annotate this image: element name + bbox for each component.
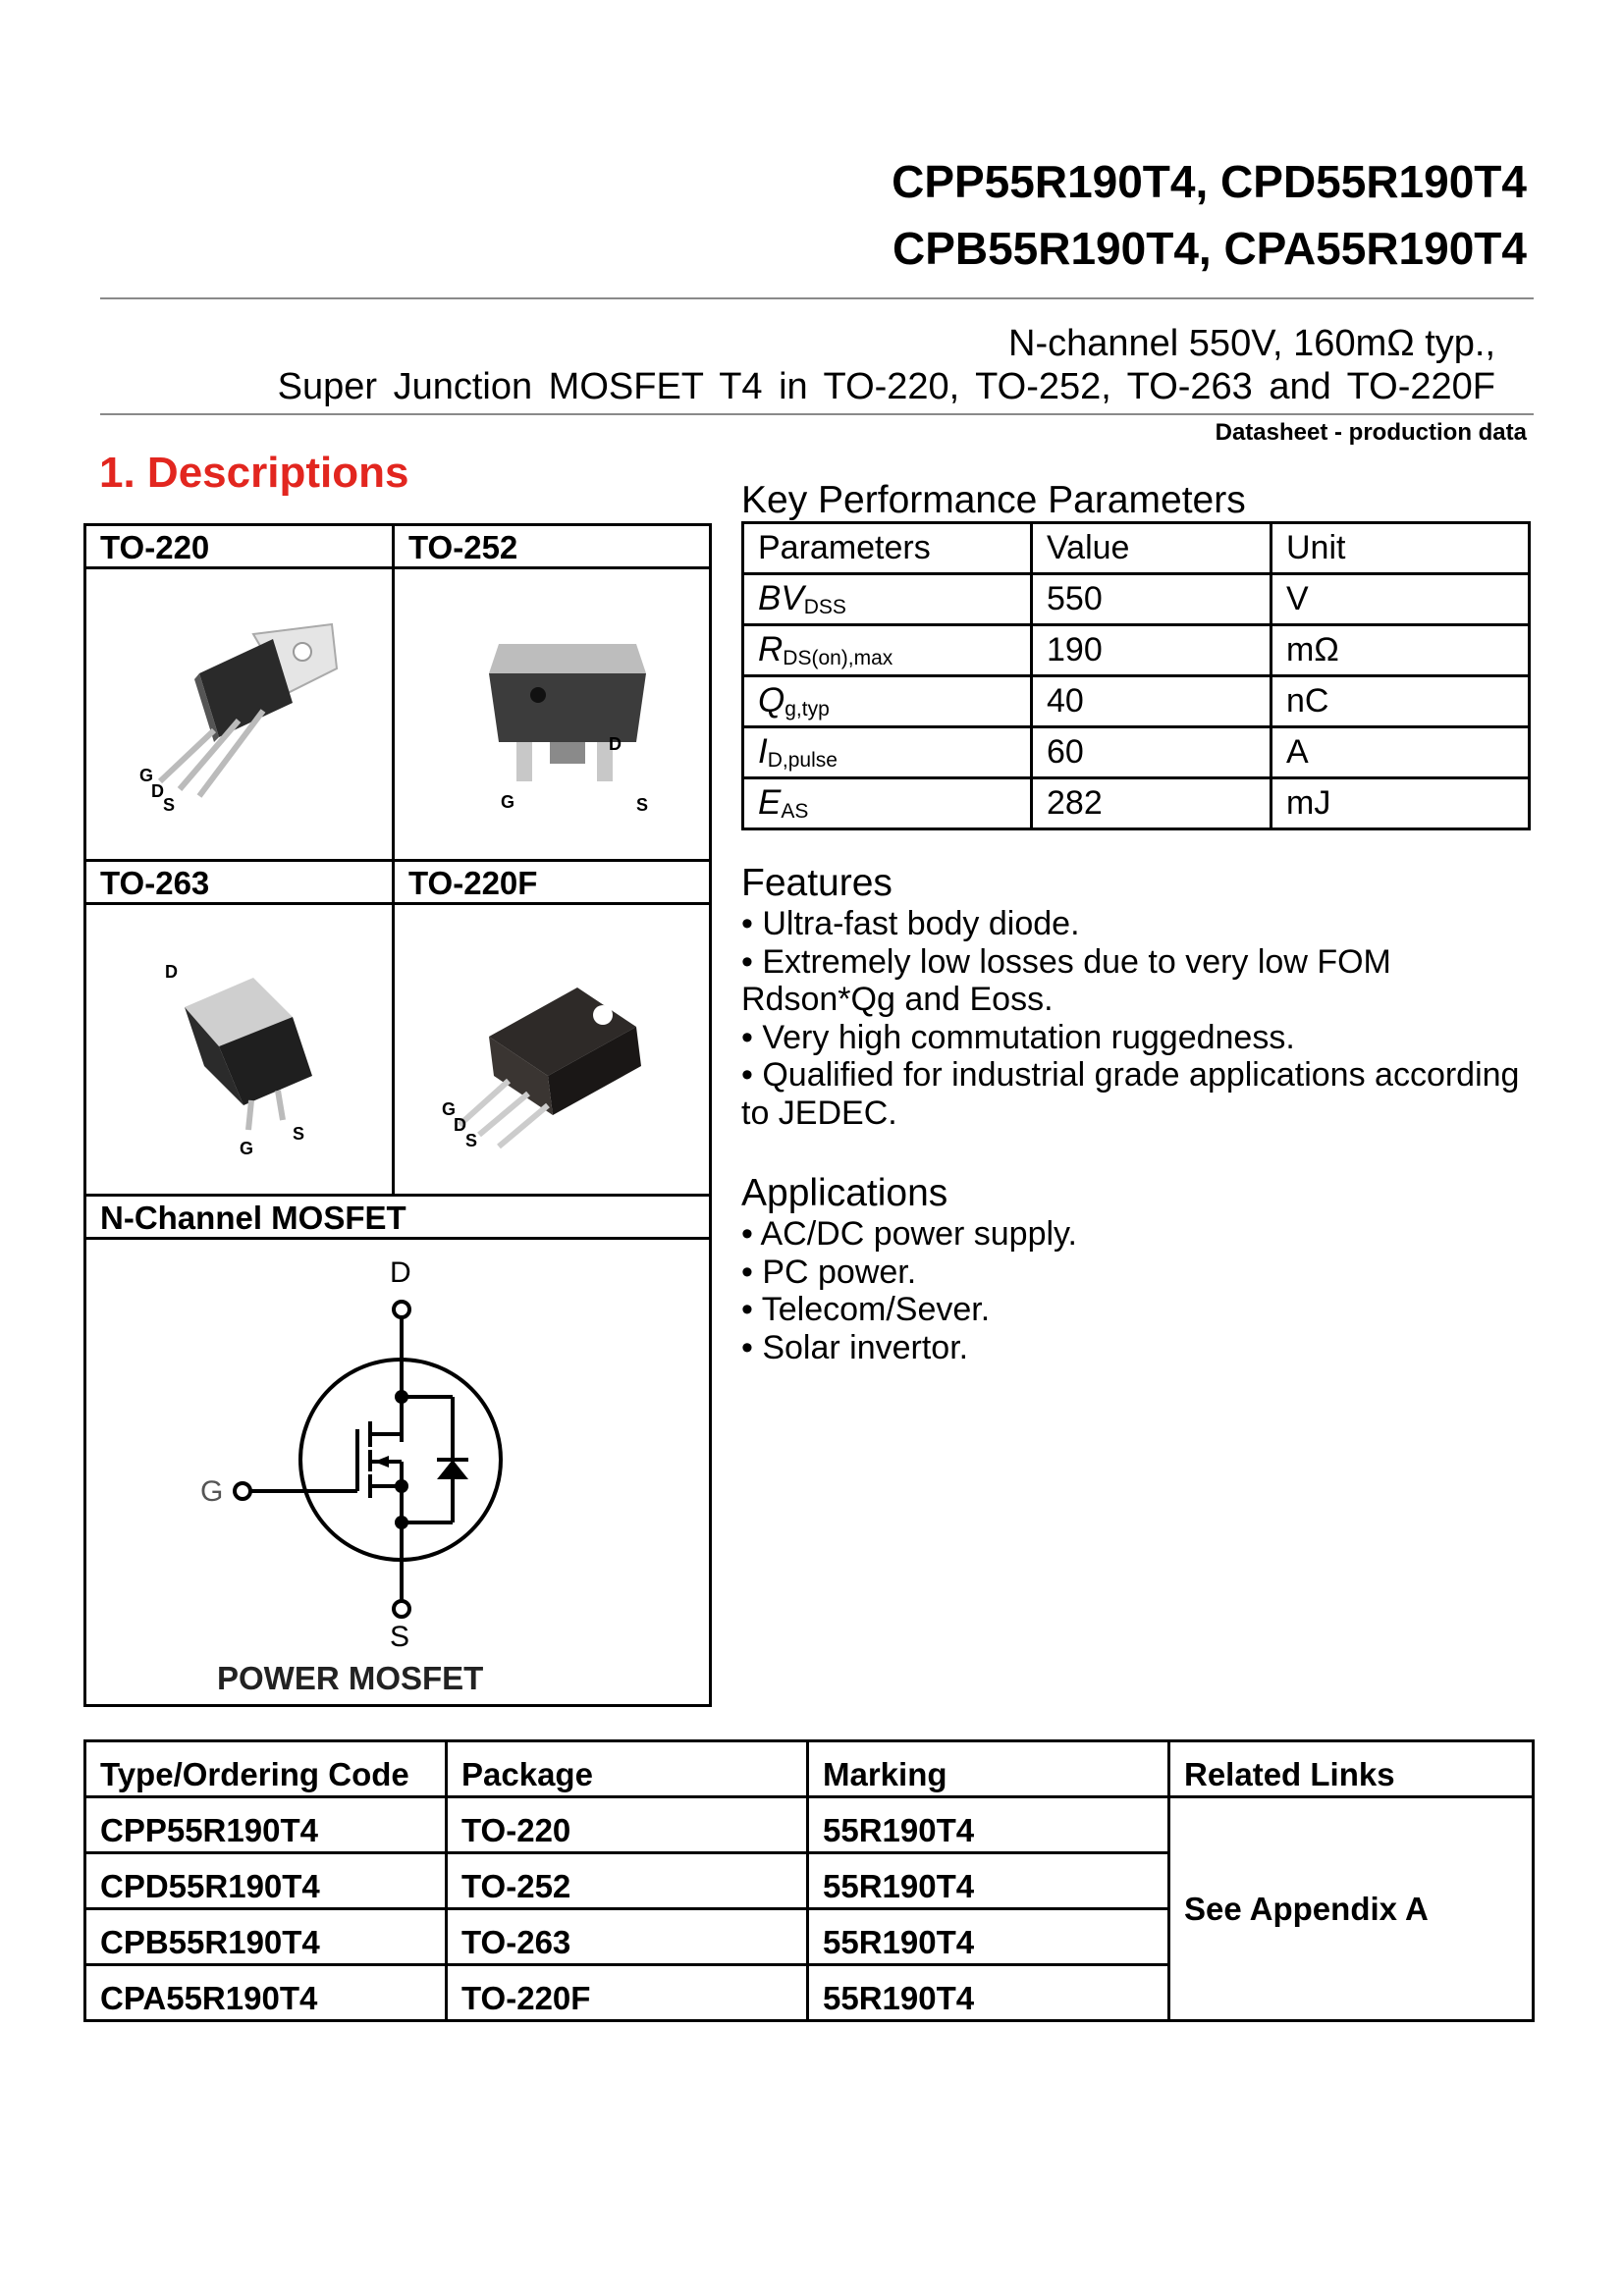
ordering-marking: 55R190T4 [808, 1909, 1169, 1965]
package-label-to220: TO-220 [86, 526, 392, 569]
application-item: • Solar invertor. [741, 1328, 969, 1366]
to220-package-image [106, 614, 401, 811]
kpp-header-value: Value [1032, 523, 1271, 574]
package-label-to220f: TO-220F [395, 862, 709, 905]
application-item: • PC power. [741, 1253, 917, 1291]
kpp-param-bvdss: $BV_{DSS}$ [743, 574, 1032, 625]
application-item: • Telecom/Sever. [741, 1291, 991, 1328]
feature-item: Rdson*Qg and Eoss. [741, 981, 1054, 1018]
ordering-row [85, 1797, 1534, 1853]
ordering-code: CPP55R190T4 [85, 1797, 447, 1853]
kpp-param-rdson: $R_{DS(on),max}$ [743, 625, 1032, 676]
kpp-value: 190 [1032, 625, 1271, 676]
kpp-table [741, 521, 1531, 830]
kpp-unit: A [1271, 727, 1530, 778]
feature-item: • Extremely low losses due to very low FOM [741, 942, 1391, 981]
kpp-unit: nC [1271, 676, 1530, 727]
header-divider [100, 297, 1534, 299]
kpp-value: 40 [1032, 676, 1271, 727]
schematic-pin-s: S [390, 1621, 410, 1653]
to220f-pin-s: S [465, 1131, 478, 1150]
kpp-unit: mJ [1271, 778, 1530, 829]
ordering-marking: 55R190T4 [808, 1797, 1169, 1853]
ordering-header-package: Package [447, 1741, 808, 1797]
ordering-package: TO-263 [447, 1909, 808, 1965]
kpp-row [743, 574, 1530, 625]
subtitle-divider [100, 413, 1534, 415]
ordering-marking: 55R190T4 [808, 1965, 1169, 2021]
applications-list [741, 1215, 1537, 1366]
title-line-1: CPP55R190T4, CPD55R190T4 [892, 156, 1527, 207]
application-item: • AC/DC power supply. [741, 1215, 1077, 1253]
subtitle-line-1: N-channel 550V, 160mΩ typ., [1008, 323, 1495, 364]
to252-pin-d: D [609, 734, 622, 754]
to263-pin-g: G [240, 1139, 254, 1154]
schematic-pin-g: G [200, 1475, 224, 1508]
kpp-title: Key Performance Parameters [741, 479, 1246, 521]
ordering-header-links: Related Links [1169, 1741, 1534, 1797]
mosfet-symbol [194, 1248, 607, 1699]
applications-title: Applications [741, 1172, 948, 1214]
datasheet-tag: Datasheet - production data [1215, 419, 1527, 446]
to220-pin-g: G [139, 766, 154, 785]
ordering-code: CPB55R190T4 [85, 1909, 447, 1965]
kpp-param-eas: $E_{AS}$ [743, 778, 1032, 829]
ordering-header-row [85, 1741, 1534, 1797]
ordering-marking: 55R190T4 [808, 1853, 1169, 1909]
ordering-header-marking: Marking [808, 1741, 1169, 1797]
to252-package-image [440, 614, 695, 811]
ordering-code: CPD55R190T4 [85, 1853, 447, 1909]
to263-pin-d: D [165, 962, 178, 982]
package-label-to252: TO-252 [395, 526, 709, 569]
kpp-row [743, 778, 1530, 829]
ordering-package: TO-220F [447, 1965, 808, 2021]
features-title: Features [741, 862, 893, 904]
section-title: 1. Descriptions [99, 449, 409, 497]
ordering-code: CPA55R190T4 [85, 1965, 447, 2021]
kpp-unit: V [1271, 574, 1530, 625]
to252-pin-s: S [636, 795, 649, 811]
kpp-row [743, 625, 1530, 676]
to252-pin-g: G [501, 792, 515, 811]
kpp-unit: mΩ [1271, 625, 1530, 676]
subtitle-line-2: Super Junction MOSFET T4 in TO-220, TO-252, TO-263 and TO-220F [277, 366, 1495, 407]
feature-item: • Ultra-fast body diode. [741, 905, 1080, 942]
ordering-package: TO-220 [447, 1797, 808, 1853]
to220f-pin-g: G [442, 1099, 457, 1119]
schematic-caption: POWER MOSFET [217, 1660, 484, 1696]
to220f-pin-d: D [454, 1115, 466, 1135]
title-line-2: CPB55R190T4, CPA55R190T4 [892, 223, 1527, 274]
to263-package-image [145, 958, 381, 1154]
kpp-row [743, 727, 1530, 778]
package-label-to263: TO-263 [86, 862, 392, 905]
to263-pin-s: S [293, 1124, 305, 1144]
to220f-package-image [430, 958, 705, 1154]
ordering-table [83, 1739, 1535, 2022]
features-list [741, 905, 1537, 1132]
feature-item: • Qualified for industrial grade applications according [741, 1056, 1520, 1094]
ordering-package: TO-252 [447, 1853, 808, 1909]
feature-item: • Very high commutation ruggedness. [741, 1018, 1295, 1056]
kpp-value: 550 [1032, 574, 1271, 625]
kpp-param-qg: $Q_{g,typ}$ [743, 676, 1032, 727]
related-link[interactable]: See Appendix A [1169, 1797, 1534, 2021]
kpp-header-row [743, 523, 1530, 574]
kpp-value: 282 [1032, 778, 1271, 829]
ordering-header-code: Type/Ordering Code [85, 1741, 447, 1797]
to220-pin-d: D [151, 781, 164, 801]
schematic-label: N-Channel MOSFET [86, 1197, 709, 1240]
schematic-pin-d: D [390, 1256, 411, 1289]
to220-pin-s: S [163, 795, 176, 811]
kpp-header-parameters: Parameters [743, 523, 1032, 574]
kpp-row [743, 676, 1530, 727]
kpp-value: 60 [1032, 727, 1271, 778]
feature-item: to JEDEC. [741, 1094, 897, 1132]
kpp-param-id-pulse: $I_{D,pulse}$ [743, 727, 1032, 778]
package-grid [83, 523, 712, 1707]
kpp-header-unit: Unit [1271, 523, 1530, 574]
